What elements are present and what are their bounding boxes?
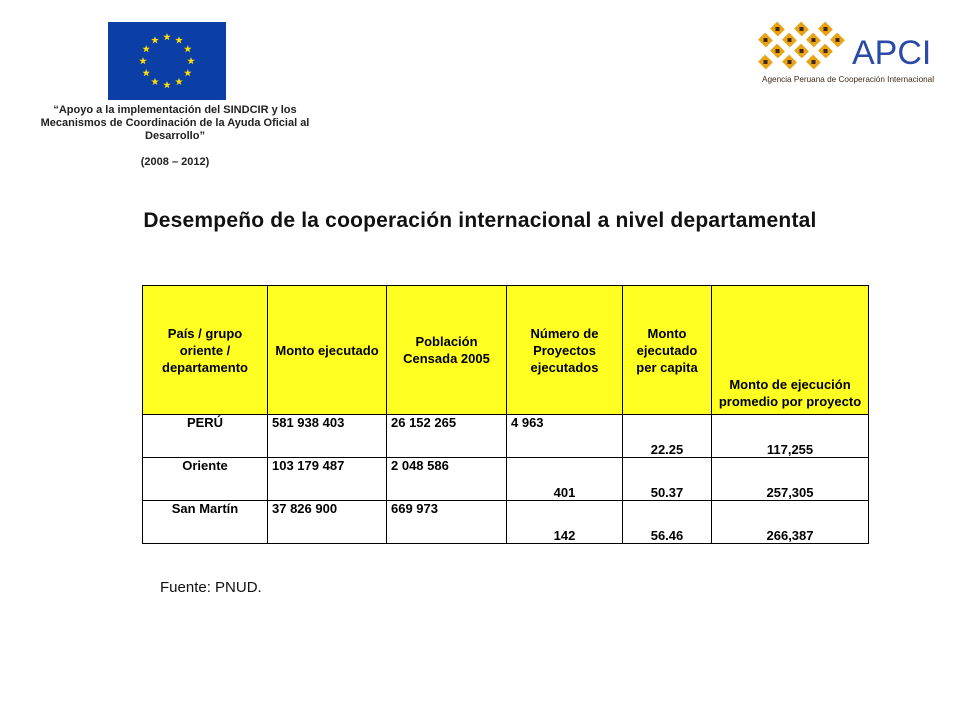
column-header: Población Censada 2005 <box>387 286 507 415</box>
eu-flag-icon <box>108 22 226 100</box>
table-cell: 2 048 586 <box>387 458 507 501</box>
performance-table <box>142 285 869 544</box>
apci-logo <box>754 18 940 90</box>
column-header: Monto ejecutado per capita <box>623 286 712 415</box>
source-note: Fuente: PNUD. <box>160 579 262 596</box>
table-cell: Oriente <box>143 458 268 501</box>
table-cell: 56.46 <box>623 501 712 544</box>
table-cell: 37 826 900 <box>268 501 387 544</box>
table-cell: 669 973 <box>387 501 507 544</box>
table-cell: 401 <box>507 458 623 501</box>
column-header: Monto ejecutado <box>268 286 387 415</box>
page-title: Desempeño de la cooperación internacional a nivel departamental <box>143 209 817 232</box>
apci-emblem-icon <box>758 22 845 70</box>
project-years: (2008 – 2012) <box>140 156 210 168</box>
table-cell: PERÚ <box>143 415 268 458</box>
table-row <box>143 458 869 501</box>
table-cell: 142 <box>507 501 623 544</box>
column-header: Monto de ejecución promedio por proyecto <box>712 286 869 415</box>
table-cell: 103 179 487 <box>268 458 387 501</box>
apci-logo-subtitle: Agencia Peruana de Cooperación Internacional <box>762 75 935 84</box>
column-header: Número de Proyectos ejecutados <box>507 286 623 415</box>
table-header-row <box>143 286 869 415</box>
table-cell: 257,305 <box>712 458 869 501</box>
apci-logo-name: APCI <box>852 34 932 72</box>
table-cell: 581 938 403 <box>268 415 387 458</box>
table-cell: San Martín <box>143 501 268 544</box>
table-cell: 22.25 <box>623 415 712 458</box>
project-caption: “Apoyo a la implementación del SINDCIR y los Mecanismos de Coordinación de la Ayuda Oficial al Desarrollo” <box>40 104 310 142</box>
column-header: País / grupo oriente / departamento <box>143 286 268 415</box>
table-cell: 4 963 <box>507 415 623 458</box>
table-cell: 266,387 <box>712 501 869 544</box>
table-cell: 117,255 <box>712 415 869 458</box>
table-row <box>143 415 869 458</box>
table-cell: 26 152 265 <box>387 415 507 458</box>
table-row <box>143 501 869 544</box>
table-cell: 50.37 <box>623 458 712 501</box>
